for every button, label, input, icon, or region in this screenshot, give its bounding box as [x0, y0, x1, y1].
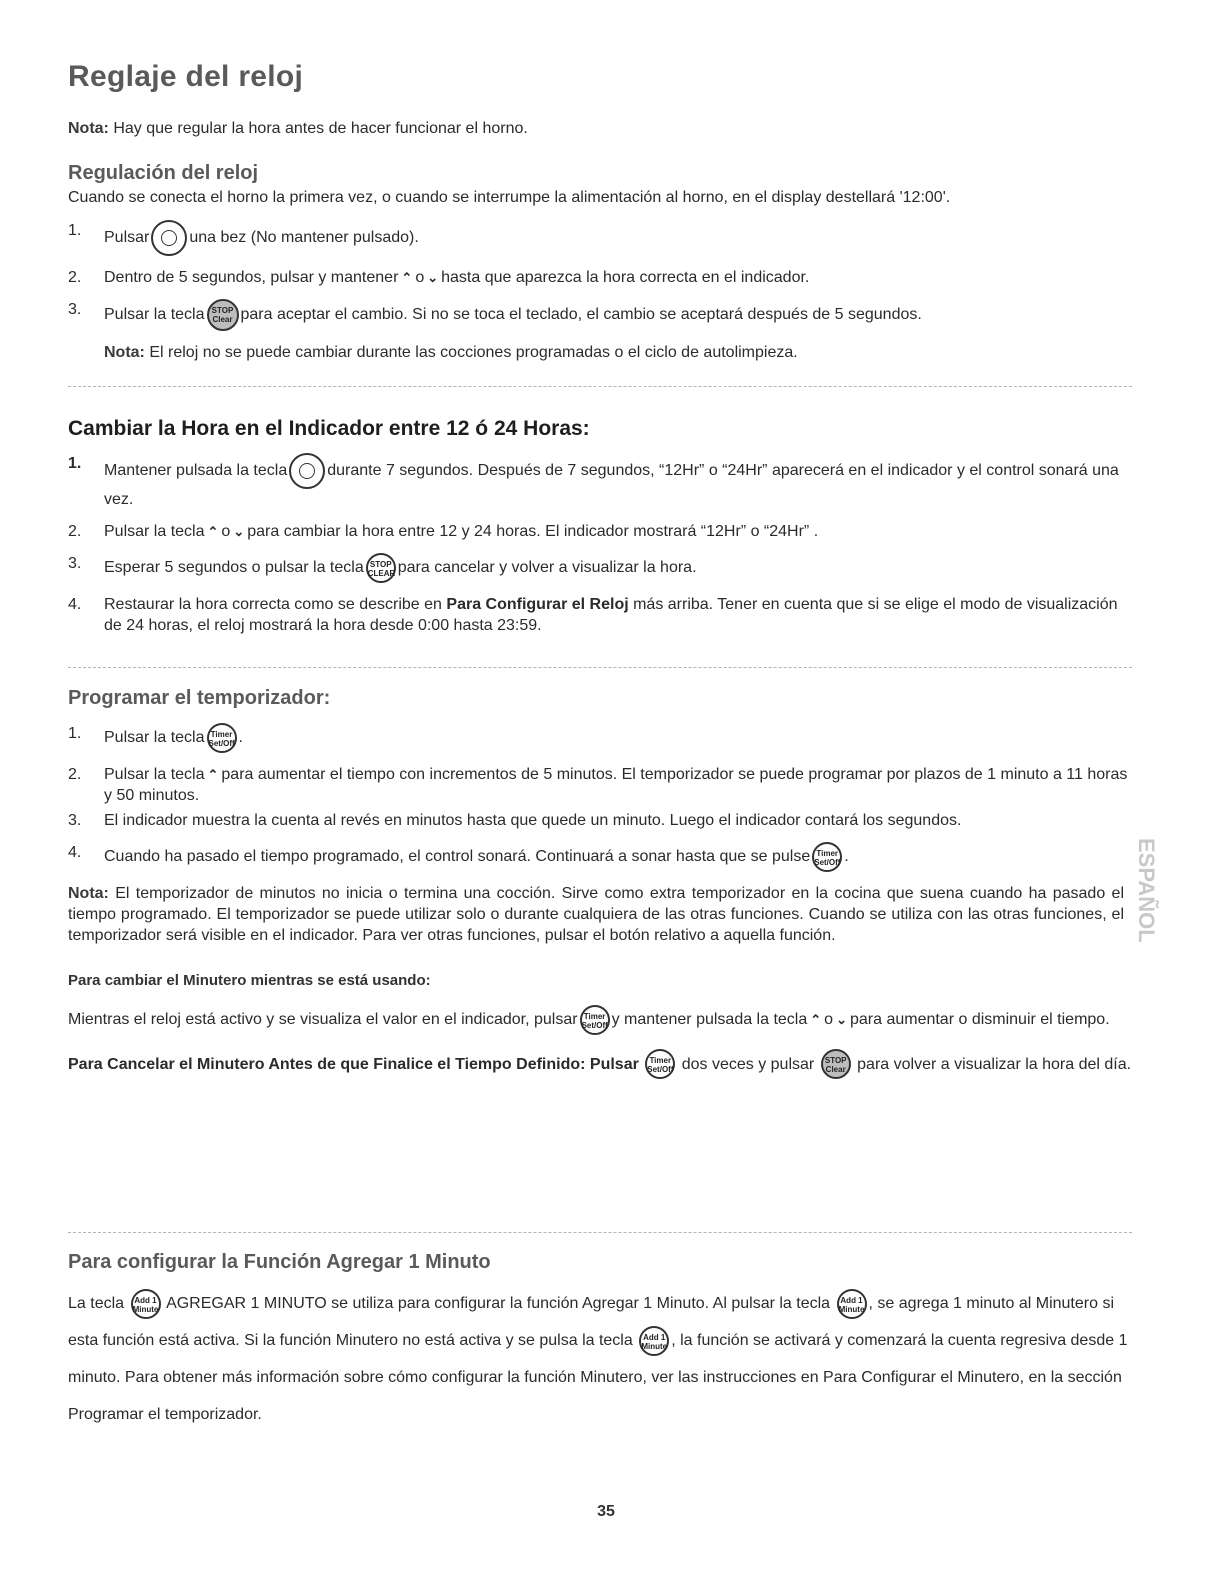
- steps-list: [68, 453, 1132, 636]
- timer-key-icon: Timer Set/Off: [207, 723, 237, 753]
- section-heading: Programar el temporizador:: [68, 687, 331, 709]
- steps-list: [68, 723, 1132, 872]
- side-tab-label: ESPAÑOL: [1134, 838, 1159, 943]
- list-item: 2. Pulsar la tecla ⌃ o ⌄ para cambiar la hora entre 12 y 24 horas. El indicador mostrará “12Hr” o “24Hr” .: [68, 521, 1132, 542]
- add-minute-key-icon: Add 1 Minute: [131, 1289, 161, 1319]
- stop-clear-key-icon: STOP Clear: [207, 299, 239, 331]
- list-item: 1. Pulsar una bez (No mantener pulsado).: [68, 220, 1132, 256]
- note: Nota: El reloj no se puede cambiar durante las cocciones programadas o el ciclo de autolimpieza.: [104, 344, 798, 362]
- section-regulacion: [68, 163, 1132, 363]
- add-minute-key-icon: Add 1 Minute: [639, 1326, 669, 1356]
- list-item: 3. El indicador muestra la cuenta al revés en minutos hasta que quede un minuto. Luego el indicador contará los segundos.: [68, 812, 962, 830]
- intro-note: [68, 118, 1132, 139]
- list-item: 1. Mantener pulsada la tecla durante 7 segundos. Después de 7 segundos, “12Hr” o “24Hr” aparecerá en el indicador y el control sonará una vez.: [68, 455, 1119, 508]
- paragraph: La tecla Add 1 Minute AGREGAR 1 MINUTO se utiliza para configurar la función Agregar 1 Minuto. Al pulsar la tecla Add 1 Minute , se agrega 1 minuto al Minutero si esta función está activa. Si la función Minutero no está activa y se pulsa la tecla Add 1 Minute , la función se activará y comenzará la cuenta regresiva desde 1 minuto. Para obtener más información sobre cómo configurar la función Minutero, ver las instrucciones en Para Configurar el Minutero, en la sección Programar el temporizador.: [68, 1285, 1132, 1433]
- divider: [68, 667, 1132, 668]
- arrow-down-icon: ⌄: [233, 524, 245, 540]
- arrow-up-icon: ⌃: [401, 270, 413, 286]
- timer-key-icon: Timer Set/Off: [645, 1049, 675, 1079]
- paragraph: Mientras el reloj está activo y se visualiza el valor en el indicador, pulsar Timer Set/Off y mantener pulsada la tecla ⌃ o ⌄ para aumentar o disminuir el tiempo.: [68, 1003, 1132, 1037]
- section-temporizador: [68, 688, 1132, 1082]
- arrow-down-icon: ⌄: [836, 1012, 847, 1028]
- page-title: Reglaje del reloj: [68, 60, 304, 93]
- arrow-down-icon: ⌄: [427, 270, 439, 286]
- page-number: 35: [597, 1503, 615, 1520]
- add-minute-key-icon: Add 1 Minute: [837, 1289, 867, 1319]
- arrow-up-icon: ⌃: [207, 767, 219, 783]
- clock-key-icon: [151, 220, 187, 256]
- section-agregar: [68, 1252, 1132, 1433]
- arrow-up-icon: ⌃: [810, 1012, 822, 1028]
- list-item: 4. Restaurar la hora correcta como se describe en Para Configurar el Reloj más arriba. Tener en cuenta que si se elige el modo de visualización de 24 horas, el reloj mostrará la hora desde 0:00 hasta 23:59.: [68, 596, 1118, 635]
- list-item: 3. Pulsar la tecla STOP Clear para aceptar el cambio. Si no se toca el teclado, el cambio se aceptará después de 5 segundos.: [68, 299, 1132, 331]
- steps-list: [68, 220, 1132, 331]
- note-text: Hay que regular la hora antes de hacer funcionar el horno.: [108, 120, 528, 137]
- list-item: 3. Esperar 5 segundos o pulsar la tecla STOP CLEAR para cancelar y volver a visualizar la hora.: [68, 553, 1132, 583]
- list-item: 2. Dentro de 5 segundos, pulsar y mantener ⌃ o ⌄ hasta que aparezca la hora correcta en el indicador.: [68, 267, 1132, 288]
- section-cambiar: [68, 418, 1132, 647]
- list-item: 2. Pulsar la tecla ⌃ para aumentar el tiempo con incrementos de 5 minutos. El temporizador se puede programar por plazos de 1 minuto a 11 horas y 50 minutos.: [68, 766, 1128, 805]
- stop-clear-key-icon: STOP CLEAR: [366, 553, 396, 583]
- note-label: Nota:: [68, 120, 109, 137]
- divider: [68, 1232, 1132, 1233]
- paragraph: Para Cancelar el Minutero Antes de que Finalice el Tiempo Definido: Pulsar Timer Set/Off dos veces y pulsar STOP Clear para volver a visualizar la hora del día.: [68, 1048, 1132, 1082]
- clock-key-icon: [289, 453, 325, 489]
- section-heading: Regulación del reloj: [68, 162, 259, 184]
- section-text: Cuando se conecta el horno la primera vez, o cuando se interrumpe la alimentación al horno, en el display destellará '12:00'.: [68, 189, 951, 206]
- stop-clear-key-icon: STOP Clear: [821, 1049, 851, 1079]
- divider: [68, 386, 1132, 387]
- timer-key-icon: Timer Set/Off: [812, 842, 842, 872]
- timer-key-icon: Timer Set/Off: [580, 1005, 610, 1035]
- list-item: 4. Cuando ha pasado el tiempo programado, el control sonará. Continuará a sonar hasta que se pulse Timer Set/Off .: [68, 842, 1132, 872]
- subheading: Para cambiar el Minutero mientras se está usando:: [68, 972, 431, 990]
- arrow-up-icon: ⌃: [207, 524, 219, 540]
- section-heading: Cambiar la Hora en el Indicador entre 12 ó 24 Horas:: [68, 417, 590, 440]
- section-heading: Para configurar la Función Agregar 1 Minuto: [68, 1251, 491, 1273]
- list-item: 1. Pulsar la tecla Timer Set/Off .: [68, 723, 1132, 753]
- note: Nota: El temporizador de minutos no inicia o termina una cocción. Sirve como extra temporizador en la cocina que suena cuando ha pasado el tiempo programado. El temporizador se puede utilizar solo o durante cualquiera de las otras funciones. Cuando se utiliza con las otras funciones, el temporizador será visible en el indicador. Para ver otras funciones, pulsar el botón relativo a aquella función.: [68, 885, 1124, 945]
